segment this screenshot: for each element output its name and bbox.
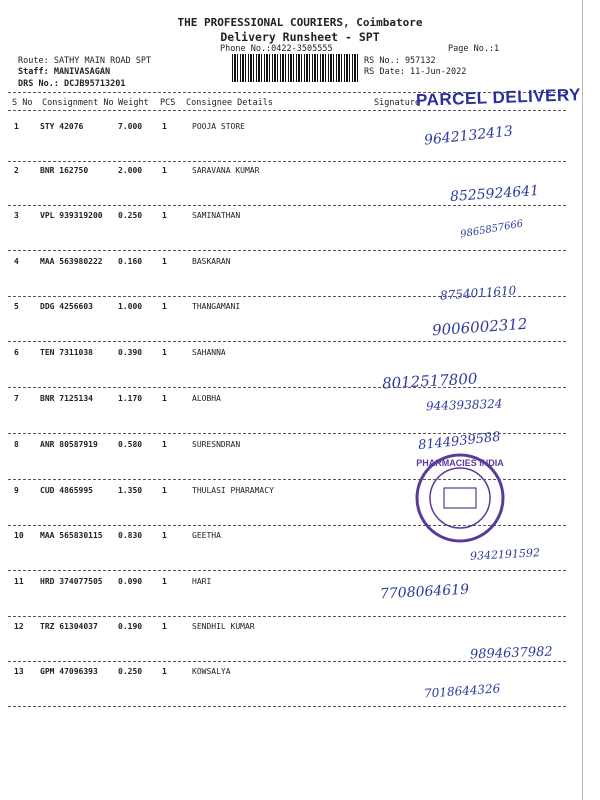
row-consignee: SENDHIL KUMAR <box>192 622 255 631</box>
page-number: Page No.:1 <box>448 44 500 54</box>
row-weight: 0.830 <box>118 531 143 540</box>
right-margin-line <box>582 0 583 800</box>
row-consignment: BNR 162750 <box>40 166 89 175</box>
seal-text: PHARMACIES INDIA <box>416 458 504 468</box>
row-sno: 8 <box>14 440 19 449</box>
row-divider <box>8 570 566 571</box>
row-consignee: THANGAMANI <box>192 302 241 311</box>
row-consignment: ANR 80587919 <box>40 440 98 449</box>
row-divider <box>8 161 566 162</box>
handwritten-phone: 9865857666 <box>459 218 525 241</box>
row-divider <box>8 661 566 662</box>
handwritten-phone: 9006002312 <box>431 314 528 340</box>
row-consignee: ALOBHA <box>192 394 221 403</box>
handwritten-phone: 8525924641 <box>449 182 540 206</box>
barcode <box>232 54 358 82</box>
row-sno: 13 <box>14 667 24 676</box>
row-weight: 1.000 <box>118 302 143 311</box>
row-weight: 0.190 <box>118 622 143 631</box>
staff-label: Staff: MANIVASAGAN <box>18 67 111 77</box>
row-consignment: HRD 374077505 <box>40 577 103 586</box>
row-consignment: MAA 565830115 <box>40 531 103 540</box>
row-divider <box>8 616 566 617</box>
row-sno: 2 <box>14 166 19 175</box>
row-sno: 9 <box>14 486 19 495</box>
handwritten-phone: 7708064619 <box>379 581 470 603</box>
row-consignment: BNR 7125134 <box>40 394 93 403</box>
row-sno: 5 <box>14 302 19 311</box>
pharmacy-seal <box>414 452 506 544</box>
row-pcs: 1 <box>162 122 167 131</box>
drs-number: DRS No.: DCJB95713201 <box>18 79 126 89</box>
row-consignment: CUD 4865995 <box>40 486 93 495</box>
row-pcs: 1 <box>162 622 167 631</box>
row-pcs: 1 <box>162 302 167 311</box>
row-pcs: 1 <box>162 440 167 449</box>
row-consignee: THULASI PHARAMACY <box>192 486 274 495</box>
row-weight: 0.160 <box>118 257 143 266</box>
col-pcs: PCS <box>160 98 176 108</box>
row-divider <box>8 706 566 707</box>
row-consignee: SAHANNA <box>192 348 226 357</box>
row-pcs: 1 <box>162 348 167 357</box>
row-consignment: STY 42076 <box>40 122 84 131</box>
row-divider <box>8 341 566 342</box>
row-consignee: SARAVANA KUMAR <box>192 166 260 175</box>
row-sno: 7 <box>14 394 19 403</box>
row-consignment: TEN 7311038 <box>40 348 93 357</box>
row-consignee: SAMINATHAN <box>192 211 241 220</box>
row-sno: 1 <box>14 122 19 131</box>
handwritten-phone: 8144939588 <box>417 429 502 454</box>
row-consignee: BASKARAN <box>192 257 231 266</box>
runsheet-title: Delivery Runsheet - SPT <box>220 30 380 44</box>
row-pcs: 1 <box>162 486 167 495</box>
handwritten-phone: 9443938324 <box>425 396 503 414</box>
col-consignee: Consignee Details <box>186 98 273 108</box>
row-consignee: POOJA STORE <box>192 122 245 131</box>
row-weight: 7.000 <box>118 122 143 131</box>
row-consignee: KOWSALYA <box>192 667 231 676</box>
col-signature: Signature <box>374 98 421 108</box>
row-pcs: 1 <box>162 577 167 586</box>
row-divider <box>8 296 566 297</box>
row-divider <box>8 387 566 388</box>
col-sno: S No <box>12 98 33 108</box>
row-consignee: SURESNDRAN <box>192 440 241 449</box>
row-consignee: HARI <box>192 577 212 586</box>
row-pcs: 1 <box>162 257 167 266</box>
parcel-delivery-stamp: PARCEL DELIVERY <box>415 85 582 110</box>
row-pcs: 1 <box>162 211 167 220</box>
row-weight: 0.250 <box>118 211 143 220</box>
row-consignee: GEETHA <box>192 531 221 540</box>
handwritten-phone: 8012517800 <box>381 369 478 393</box>
row-weight: 1.170 <box>118 394 143 403</box>
row-consignment: MAA 563980222 <box>40 257 103 266</box>
route-label: Route: SATHY MAIN ROAD SPT <box>18 56 152 66</box>
row-weight: 2.000 <box>118 166 143 175</box>
row-sno: 3 <box>14 211 19 220</box>
row-weight: 1.350 <box>118 486 143 495</box>
col-consignment: Consignment No <box>42 98 114 108</box>
row-consignment: VPL 939319200 <box>40 211 103 220</box>
handwritten-phone: 9894637982 <box>469 644 553 663</box>
row-weight: 0.580 <box>118 440 143 449</box>
col-weight: Weight <box>118 98 149 108</box>
row-weight: 0.090 <box>118 577 143 586</box>
handwritten-phone: 9342191592 <box>469 546 541 563</box>
row-pcs: 1 <box>162 166 167 175</box>
phone-number: Phone No.:0422-3505555 <box>220 44 333 54</box>
row-sno: 12 <box>14 622 24 631</box>
rs-date: RS Date: 11-Jun-2022 <box>364 67 467 77</box>
row-sno: 10 <box>14 531 24 540</box>
row-pcs: 1 <box>162 531 167 540</box>
row-sno: 4 <box>14 257 19 266</box>
row-weight: 0.390 <box>118 348 143 357</box>
row-consignment: DDG 4256603 <box>40 302 93 311</box>
row-consignment: TRZ 61304037 <box>40 622 98 631</box>
rs-number: RS No.: 957132 <box>364 56 436 66</box>
row-pcs: 1 <box>162 667 167 676</box>
row-divider <box>8 250 566 251</box>
row-sno: 6 <box>14 348 19 357</box>
row-divider <box>8 205 566 206</box>
company-title: THE PROFESSIONAL COURIERS, Coimbatore <box>177 16 423 29</box>
handwritten-phone: 7018644326 <box>423 681 501 701</box>
row-weight: 0.250 <box>118 667 143 676</box>
row-pcs: 1 <box>162 394 167 403</box>
handwritten-phone: 9642132413 <box>423 123 514 149</box>
row-consignment: GPM 47096393 <box>40 667 98 676</box>
handwritten-phone: 8754011610 <box>439 283 517 303</box>
row-sno: 11 <box>14 577 24 586</box>
header-rule-bottom <box>8 110 566 111</box>
